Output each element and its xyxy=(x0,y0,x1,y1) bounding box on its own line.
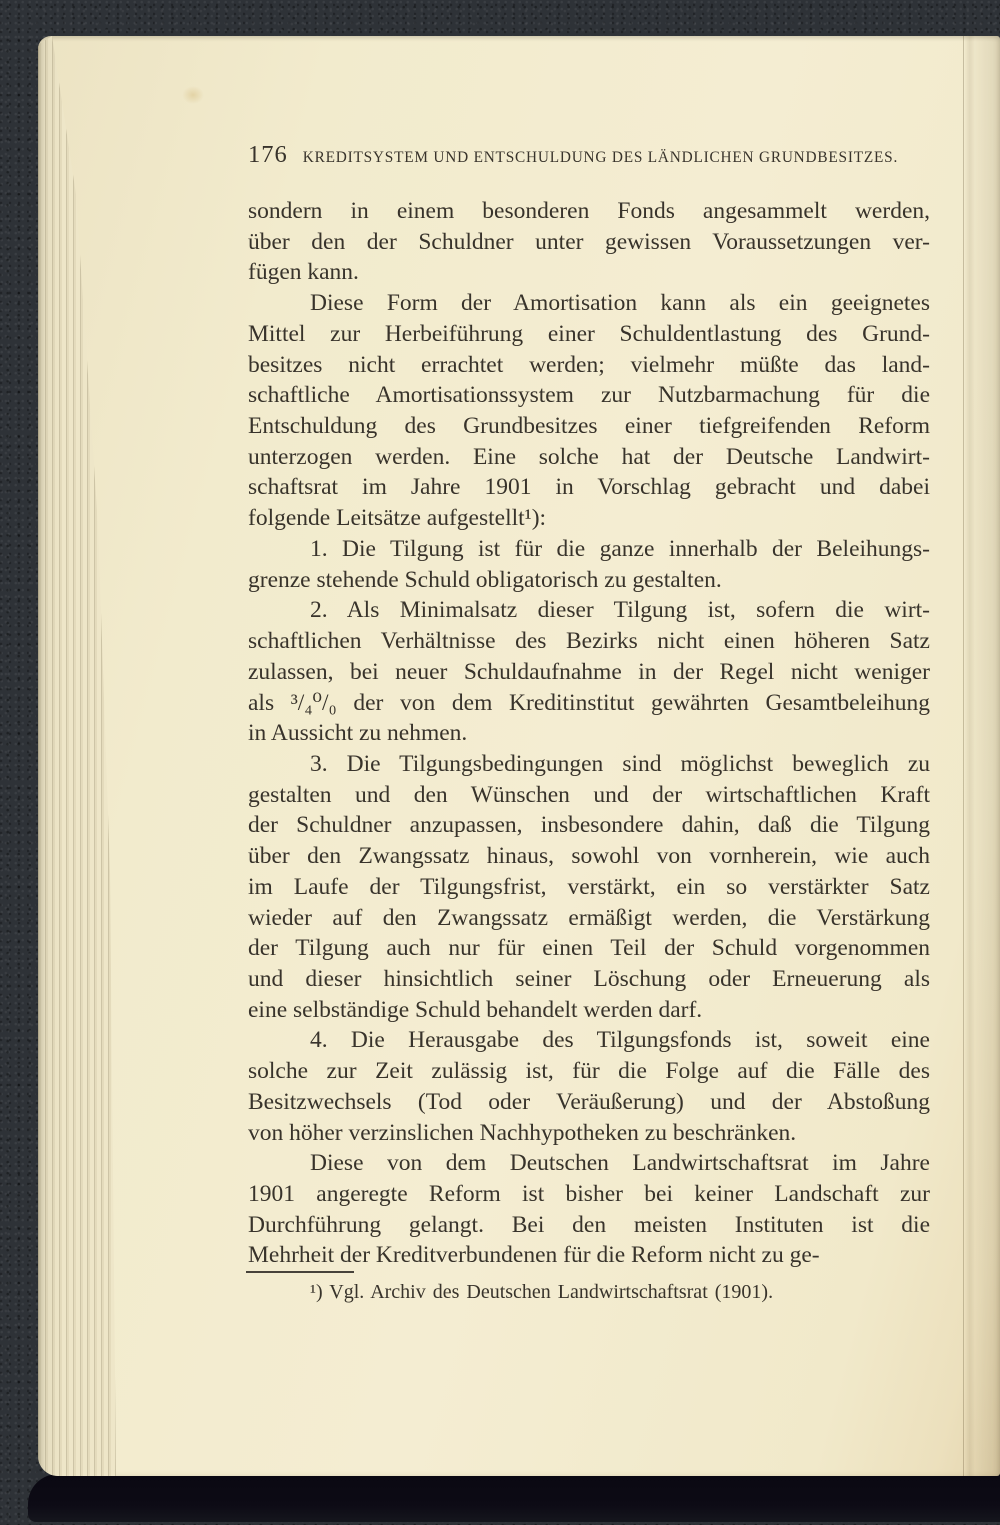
text-line: 3. Die Tilgungsbedingungen sind möglichst beweglich zu xyxy=(310,750,930,777)
footnote xyxy=(310,1281,930,1304)
running-title: KREDITSYSTEM UND ENTSCHULDUNG DES LÄNDLICHEN GRUNDBESITZES. xyxy=(302,149,899,166)
text-line: schaftsrat im Jahre 1901 in Vorschlag gebracht und dabei xyxy=(248,474,930,501)
text-line: über den der Schuldner unter gewissen Voraussetzungen ver- xyxy=(248,228,930,255)
text-line: 2. Als Minimalsatz dieser Tilgung ist, sofern die wirt- xyxy=(310,597,930,624)
text-line: und dieser hinsichtlich seiner Löschung oder Erneuerung als xyxy=(248,965,930,992)
text-line: Diese Form der Amortisation kann als ein geeignetes xyxy=(310,290,930,317)
text-line: besitzes nicht errachtet werden; vielmehr müßte das land- xyxy=(248,351,930,378)
text-line: grenze stehende Schuld obligatorisch zu gestalten. xyxy=(248,566,722,593)
text-line: 4. Die Herausgabe des Tilgungsfonds ist, soweit eine xyxy=(310,1027,930,1054)
text-line: sondern in einem besonderen Fonds angesammelt werden, xyxy=(248,198,930,224)
text-line: Besitzwechsels (Tod oder Veräußerung) und der Abstoßung xyxy=(248,1088,930,1115)
text-line: solche zur Zeit zulässig ist, für die Folge auf die Fälle des xyxy=(248,1058,930,1085)
text-line: zulassen, bei neuer Schuldaufnahme in der Regel nicht weniger xyxy=(248,658,930,685)
text-line: folgende Leitsätze aufgestellt¹): xyxy=(248,505,547,532)
gutter-crease xyxy=(963,36,1000,1476)
text-line: gestalten und den Wünschen und der wirtschaftlichen Kraft xyxy=(248,781,930,808)
text-line: fügen kann. xyxy=(248,259,359,286)
footnote-rule xyxy=(246,1271,354,1273)
text-line: eine selbständige Schuld behandelt werden darf. xyxy=(248,996,703,1023)
text-line: Durchführung gelangt. Bei den meisten Instituten ist die xyxy=(248,1211,930,1238)
text-line: Mittel zur Herbeiführung einer Schuldentlastung des Grund- xyxy=(248,320,930,347)
text-line: im Laufe der Tilgungsfrist, verstärkt, ein so verstärkter Satz xyxy=(248,873,930,900)
text-line: Diese von dem Deutschen Landwirtschaftsrat im Jahre xyxy=(310,1150,930,1177)
text-line: Entschuldung des Grundbesitzes einer tiefgreifenden Reform xyxy=(248,413,930,440)
body-text xyxy=(248,196,930,1271)
text-line: wieder auf den Zwangssatz ermäßigt werden, die Verstärkung xyxy=(248,904,930,931)
page-header xyxy=(248,141,938,169)
page-edge-stack xyxy=(38,36,120,1476)
text-line: der Tilgung auch nur für einen Teil der Schuld vorgenommen xyxy=(248,935,930,962)
text-line: in Aussicht zu nehmen. xyxy=(248,720,468,747)
paper-stain xyxy=(182,86,204,104)
text-line: 1901 angeregte Reform ist bisher bei keiner Landschaft zur xyxy=(248,1181,930,1207)
text-line: von höher verzinslichen Nachhypotheken zu beschränken. xyxy=(248,1119,797,1146)
text-line: als ³/₄⁰/₀ der von dem Kreditinstitut gewährten Gesamtbeleihung xyxy=(248,689,930,716)
text-line: schaftlichen Verhältnisse des Bezirks nicht einen höheren Satz xyxy=(248,628,930,655)
text-line: über den Zwangssatz hinaus, sowohl von vornherein, wie auch xyxy=(248,843,930,870)
text-line: 1. Die Tilgung ist für die ganze innerhalb der Beleihungs- xyxy=(310,535,930,562)
text-line: der Schuldner anzupassen, insbesondere dahin, daß die Tilgung xyxy=(248,812,930,839)
page-number: 176 xyxy=(248,141,288,168)
text-line: Mehrheit der Kreditverbundenen für die Reform nicht zu ge- xyxy=(248,1242,820,1269)
text-line: schaftliche Amortisationssystem zur Nutzbarmachung für die xyxy=(248,382,930,409)
page-bottom-shadow xyxy=(28,1474,1000,1522)
text-line: unterzogen werden. Eine solche hat der Deutsche Landwirt- xyxy=(248,443,930,470)
footnote-text: ¹) Vgl. Archiv des Deutschen Landwirtschaftsrat (1901). xyxy=(310,1281,774,1303)
